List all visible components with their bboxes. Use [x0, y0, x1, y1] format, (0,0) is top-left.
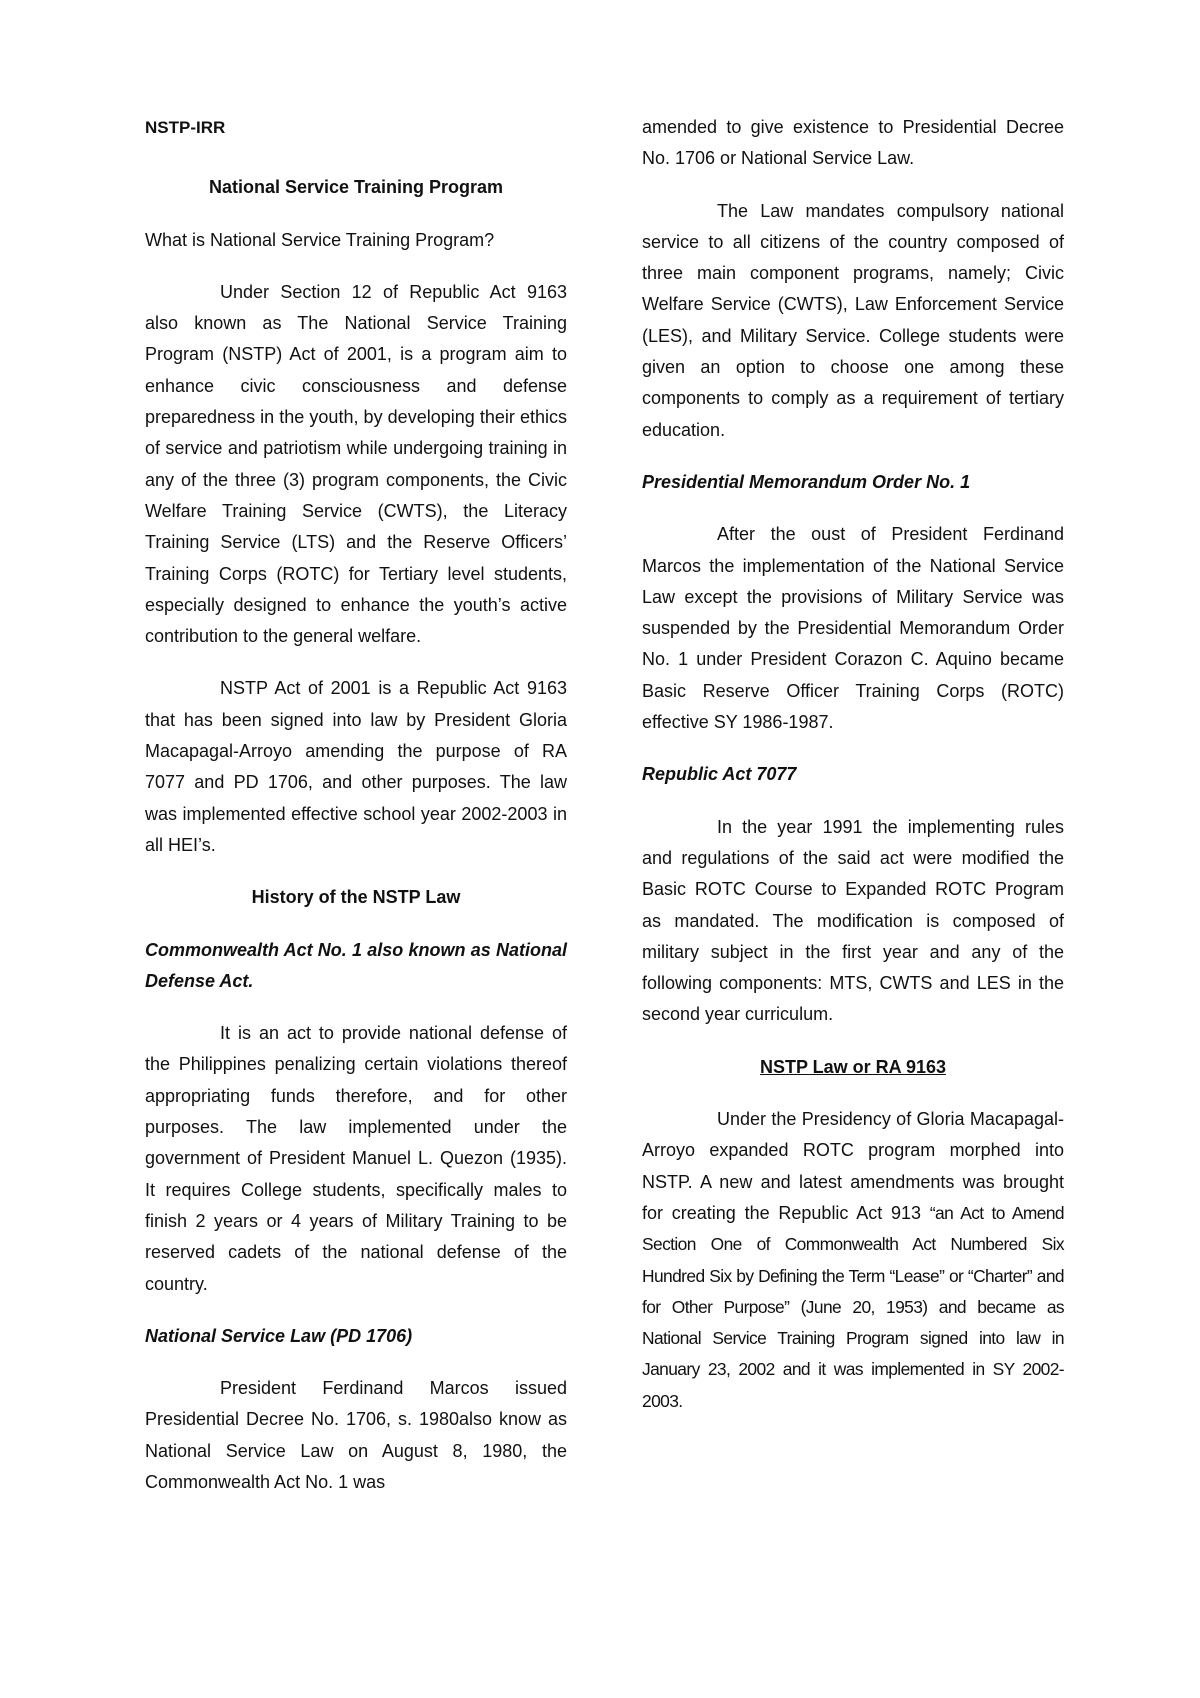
- ra7077-heading: Republic Act 7077: [642, 764, 797, 785]
- continued-paragraph: amended to give existence to Presidential Decree No. 1706 or National Service Law.: [642, 117, 1064, 169]
- ra7077-paragraph: In the year 1991 the implementing rules and regulations of the said act were modified the Basic ROTC Course to Expanded ROTC Program as mandated. The modification is composed of military subject in the first year and any of the following components: MTS, CWTS and LES in the second year curriculum.: [642, 816, 1064, 1025]
- left-column: [145, 112, 567, 1498]
- pd1706-paragraph: President Ferdinand Marcos issued Presidential Decree No. 1706, s. 1980also know as National Service Law on August 8, 1980, the Commonwealth Act No. 1 was: [145, 1378, 567, 1492]
- mandate-paragraph: The Law mandates compulsory national service to all citizens of the country composed of three main component programs, namely; Civic Welfare Service (CWTS), Law Enforcement Service (LES), and Military Service. College students were given an option to choose one among these components to comply as a requirement of tertiary education.: [642, 200, 1064, 440]
- ra9163-paragraph-tail: “an Act to Amend Section One of Commonwealth Act Numbered Six Hundred Six by Defining the Term “Lease” or “Charter” and for Other Purpose” (June 20, 1953) and became as National Service Training Program signed into law in January 23, 2002 and it was implemented in SY 2002-2003.: [642, 1202, 1064, 1411]
- ra9163-heading: NSTP Law or RA 9163: [759, 1056, 947, 1077]
- right-column: [642, 112, 1064, 1417]
- pmo-heading: Presidential Memorandum Order No. 1: [642, 471, 971, 492]
- page-title: National Service Training Program: [208, 177, 504, 198]
- definition-paragraph: Under Section 12 of Republic Act 9163 also known as The National Service Training Program (NSTP) Act of 2001, is a program aim to enhance civic consciousness and defense preparedness in the youth, by developing their ethics of service and patriotism while undergoing training in any of the three (3) program components, the Civic Welfare Training Service (CWTS), the Literacy Training Service (LTS) and the Reserve Officers’ Training Corps (ROTC) for Tertiary level students, especially designed to enhance the youth’s active contribution to the general welfare.: [145, 281, 567, 647]
- history-heading: History of the NSTP Law: [251, 887, 461, 908]
- ra9163-paragraph-lead: Under the Presidency of Gloria Macapagal-Arroyo expanded ROTC program morphed into NSTP. A new and latest amendments was brought for creating the Republic Act 913: [642, 1109, 1064, 1223]
- pmo-paragraph: After the oust of President Ferdinand Marcos the implementation of the National Service Law except the provisions of Military Service was suspended by the Presidential Memorandum Order No. 1 under President Corazon C. Aquino became Basic Reserve Officer Training Corps (ROTC) effective SY 1986-1987.: [642, 524, 1064, 733]
- commonwealth-act-heading: Commonwealth Act No. 1 also known as National Defense Act.: [145, 939, 567, 991]
- commonwealth-act-paragraph: It is an act to provide national defense of the Philippines penalizing certain violations thereof appropriating funds therefore, and for other purposes. The law implemented under the government of President Manuel L. Quezon (1935). It requires College students, specifically males to finish 2 years or 4 years of Military Training to be reserved cadets of the national defense of the country.: [145, 1023, 567, 1294]
- ra9163-paragraph: [642, 1104, 1064, 1417]
- pd1706-heading: National Service Law (PD 1706): [145, 1325, 413, 1346]
- doc-label: NSTP-IRR: [145, 118, 226, 137]
- act-2001-paragraph: NSTP Act of 2001 is a Republic Act 9163 that has been signed into law by President Gloria Macapagal-Arroyo amending the purpose of RA 7077 and PD 1706, and other purposes. The law was implemented effective school year 2002-2003 in all HEI’s.: [145, 678, 567, 855]
- question-line: What is National Service Training Program?: [145, 229, 495, 250]
